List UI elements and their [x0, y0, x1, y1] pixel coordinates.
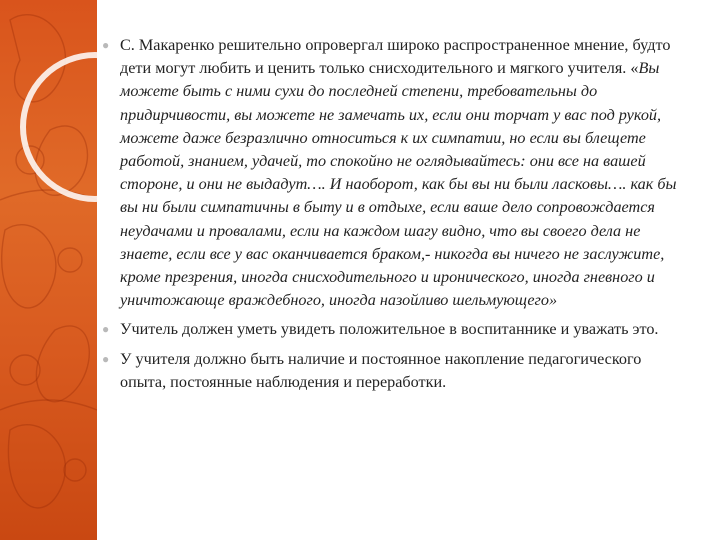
bullet-dot-icon: ●	[102, 351, 110, 366]
slide-content	[102, 34, 686, 400]
bullet-1-quote: Вы можете быть с ними сухи до последней степени, требовательны до придирчивости, вы можете не замечать их, если они торчат у вас под рукой, можете даже безразлично относиться к их симпатии, но если вы блещете работой, знанием, удачей, то спокойно не оглядывайтесь: они все на вашей стороне, и они не выдадут…. И наоборот, как бы вы ни были ласковы…. как бы вы ни были симпатичны в быту и в отдыхе, если ваше дело сопровождается неудачами и провалами, если на каждом шагу видно, что вы своего дела не знаете, если все у вас оканчивается браком,- никогда вы ничего не заслужите, кроме презрения, иногда снисходительного и иронического, иногда гневного и уничтожающе враждебного, иногда назойливо шельмующего»	[120, 59, 677, 310]
bullet-dot-icon: ●	[102, 38, 110, 52]
bullet-item-2	[102, 318, 686, 341]
bullet-1-lead: С. Макаренко решительно опровергал широко распространенное мнение, будто дети могут любить и ценить только снисходительного и мягкого учителя. «	[120, 36, 671, 78]
bullet-3-lead: У учителя должно быть наличие и постоянное накопление педагогического опыта, постоянные наблюдения и переработки.	[120, 349, 642, 391]
bullet-2-lead: Учитель должен уметь увидеть положительное в воспитаннике и уважать это.	[120, 320, 659, 339]
bullet-item-1	[102, 34, 686, 312]
bullet-dot-icon: ●	[102, 322, 110, 337]
bullet-item-3	[102, 348, 686, 394]
